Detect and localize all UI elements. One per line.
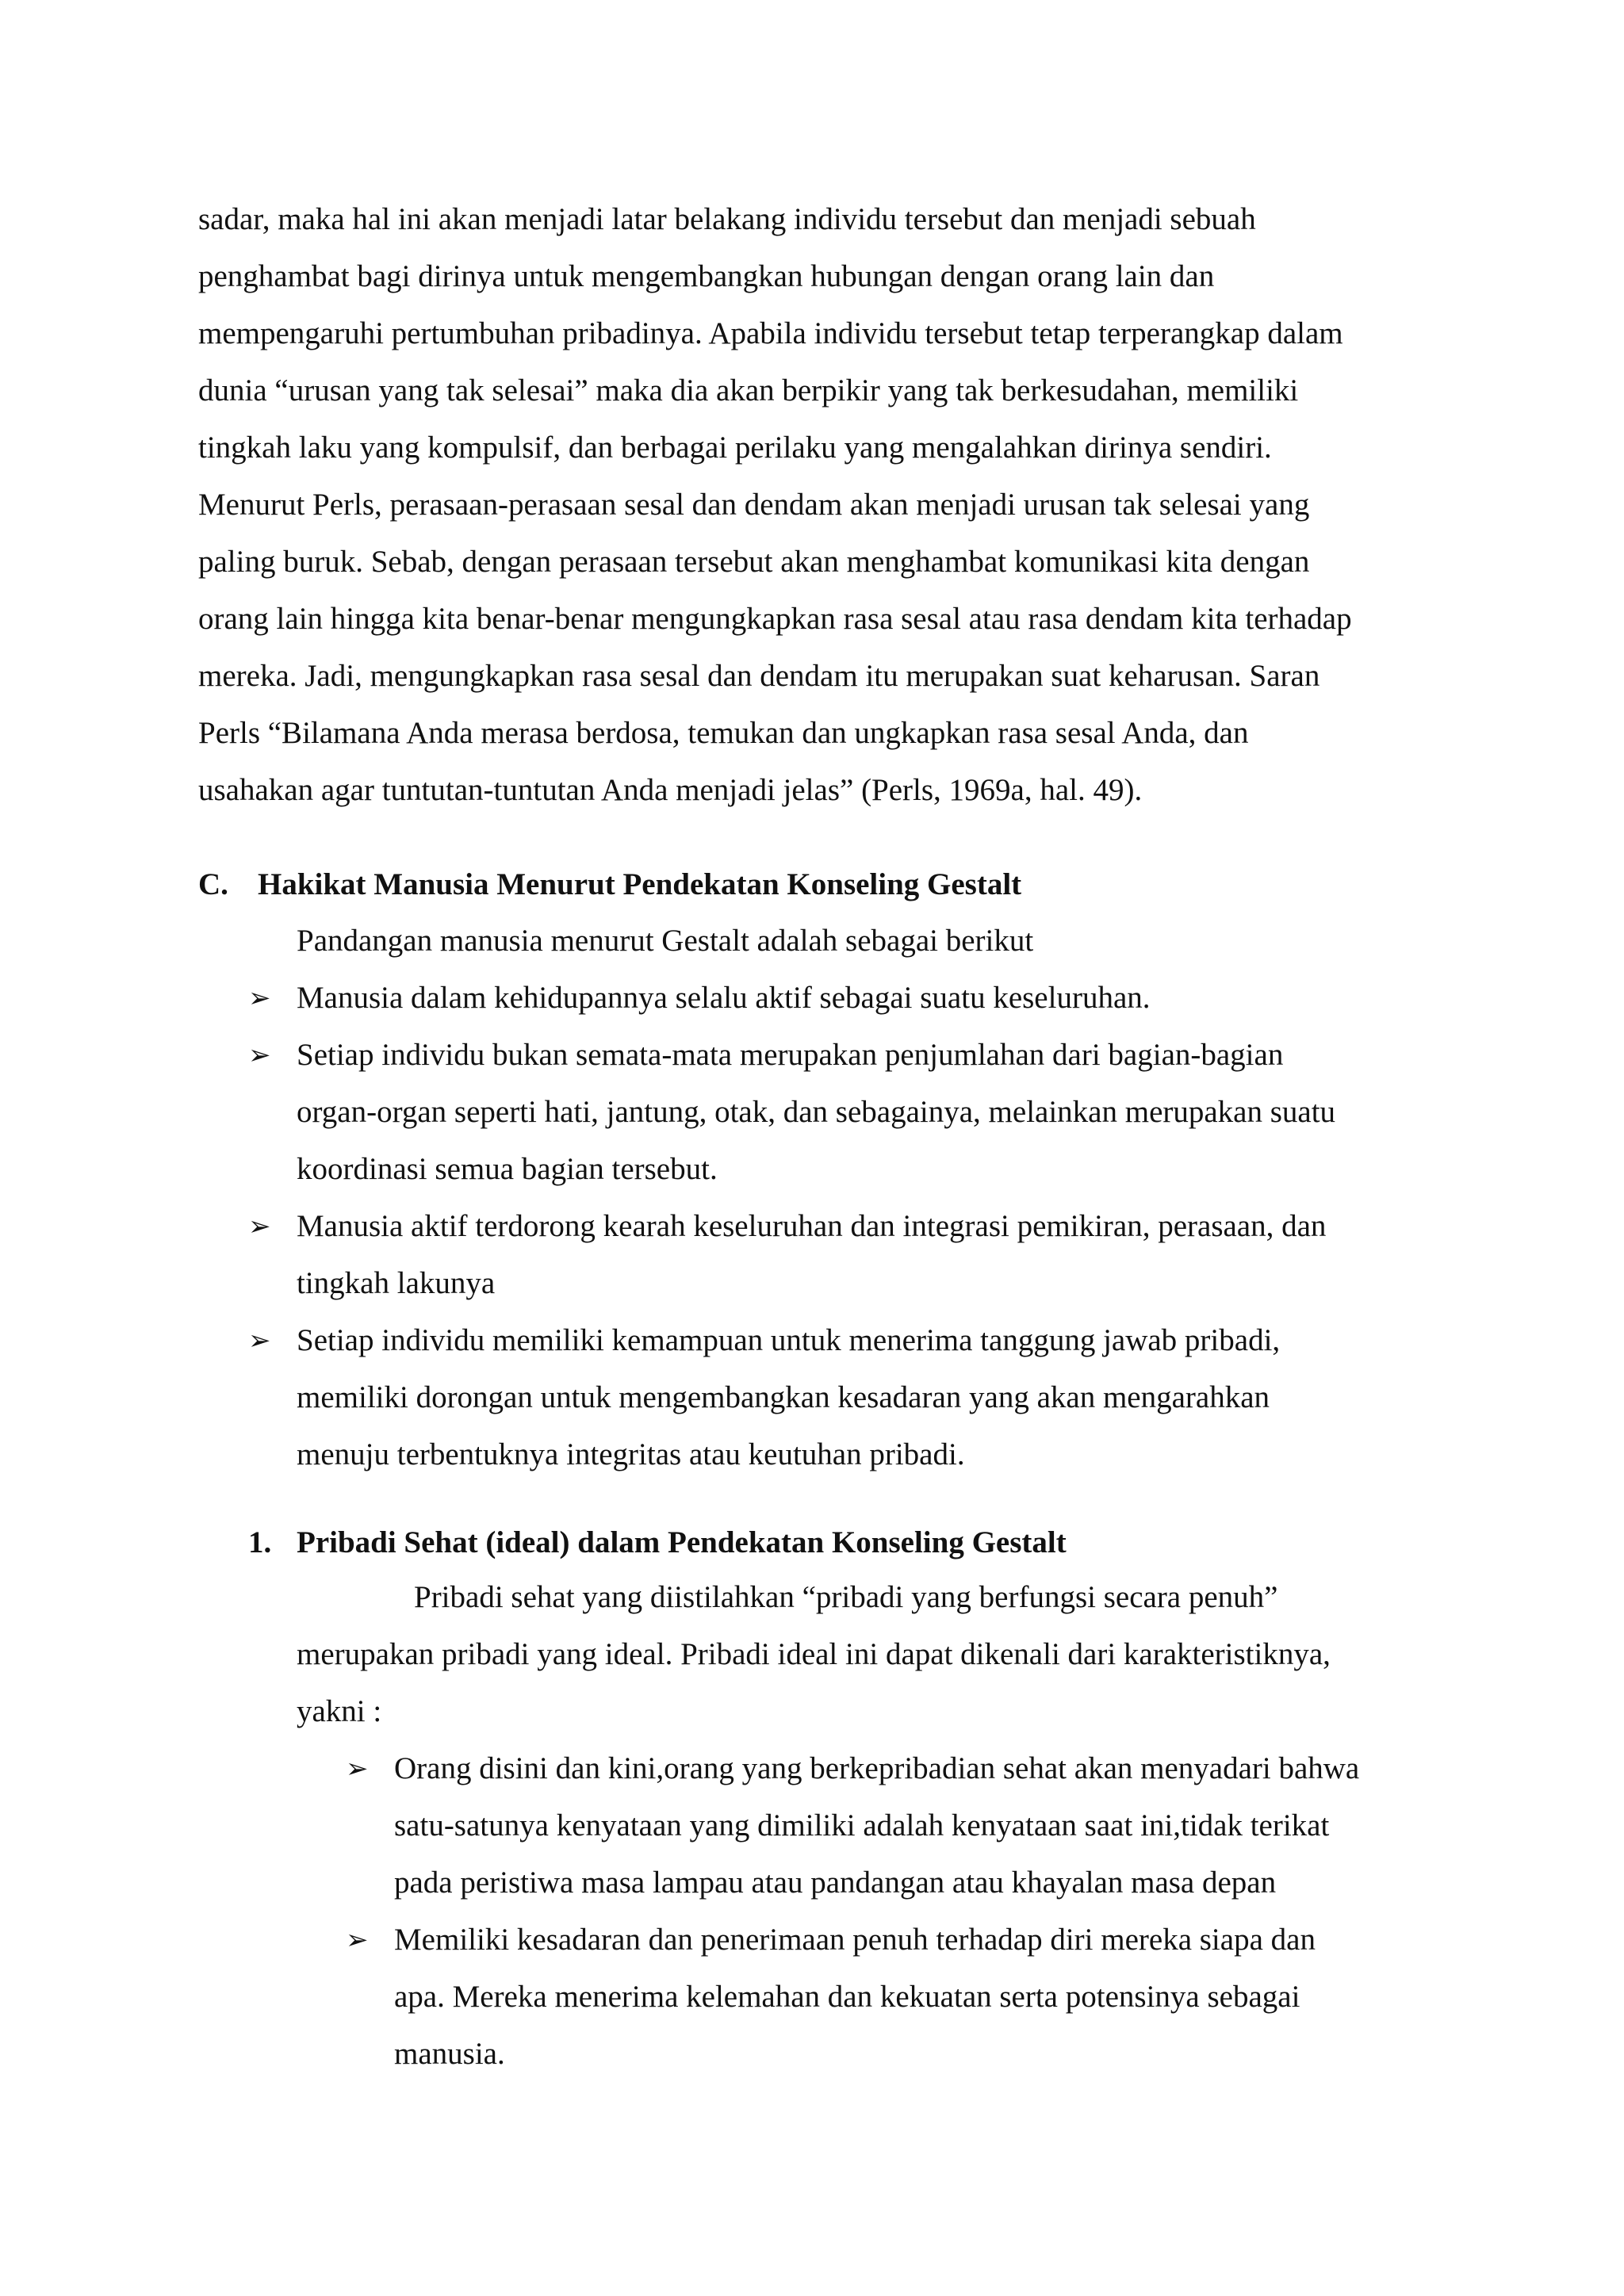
- text-line: Pribadi sehat yang diistilahkan “pribadi yang berfungsi secara penuh”: [414, 1580, 1278, 1614]
- text-line: mempengaruhi pertumbuhan pribadinya. Apabila individu tersebut tetap terperangkap dalam: [198, 316, 1343, 350]
- text-line: usahakan agar tuntutan-tuntutan Anda menjadi jelas” (Perls, 1969a, hal. 49).: [198, 773, 1143, 807]
- list-item-line: organ-organ seperti hati, jantung, otak, dan sebagainya, melainkan merupakan suatu: [297, 1095, 1336, 1129]
- arrow-bullet-icon: ➢: [346, 1753, 369, 1785]
- text-line: tingkah laku yang kompulsif, dan berbagai perilaku yang mengalahkan dirinya sendiri.: [198, 430, 1272, 465]
- list-item-line: Orang disini dan kini,orang yang berkepribadian sehat akan menyadari bahwa: [394, 1751, 1360, 1785]
- text-line: dunia “urusan yang tak selesai” maka dia akan berpikir yang tak berkesudahan, memiliki: [198, 373, 1299, 408]
- list-item-line: pada peristiwa masa lampau atau pandangan atau khayalan masa depan: [394, 1866, 1277, 1900]
- text-line: Menurut Perls, perasaan-perasaan sesal dan dendam akan menjadi urusan tak selesai yang: [198, 488, 1310, 522]
- arrow-bullet-icon: ➢: [346, 1924, 369, 1956]
- text-line: sadar, maka hal ini akan menjadi latar belakang individu tersebut dan menjadi sebuah: [198, 202, 1256, 236]
- text-line: mereka. Jadi, mengungkapkan rasa sesal dan dendam itu merupakan suat keharusan. Saran: [198, 659, 1320, 693]
- list-item-line: apa. Mereka menerima kelemahan dan kekuatan serta potensinya sebagai: [394, 1980, 1300, 2014]
- list-item-line: manusia.: [394, 2037, 505, 2071]
- text-line: merupakan pribadi yang ideal. Pribadi ideal ini dapat dikenali dari karakteristiknya,: [297, 1637, 1331, 1671]
- section-c-title: Hakikat Manusia Menurut Pendekatan Konseling Gestalt: [258, 867, 1022, 901]
- arrow-bullet-icon: ➢: [248, 1325, 271, 1357]
- list-item-line: Setiap individu bukan semata-mata merupakan penjumlahan dari bagian-bagian: [297, 1038, 1284, 1072]
- section-1-title: Pribadi Sehat (ideal) dalam Pendekatan Konseling Gestalt: [297, 1525, 1067, 1559]
- list-item-line: Manusia aktif terdorong kearah keseluruhan dan integrasi pemikiran, perasaan, dan: [297, 1209, 1327, 1243]
- section-c-intro: Pandangan manusia menurut Gestalt adalah sebagai berikut: [297, 924, 1034, 958]
- list-item-line: Setiap individu memiliki kemampuan untuk menerima tanggung jawab pribadi,: [297, 1323, 1281, 1357]
- section-c-letter: C.: [198, 867, 228, 901]
- arrow-bullet-icon: ➢: [248, 982, 271, 1014]
- arrow-bullet-icon: ➢: [248, 1211, 271, 1242]
- text-line: paling buruk. Sebab, dengan perasaan tersebut akan menghambat komunikasi kita dengan: [198, 545, 1310, 579]
- text-line: orang lain hingga kita benar-benar mengungkapkan rasa sesal atau rasa dendam kita terhadap: [198, 602, 1352, 636]
- text-line: penghambat bagi dirinya untuk mengembangkan hubungan dengan orang lain dan: [198, 259, 1215, 293]
- arrow-bullet-icon: ➢: [248, 1039, 271, 1071]
- list-item-line: satu-satunya kenyataan yang dimiliki adalah kenyataan saat ini,tidak terikat: [394, 1808, 1330, 1843]
- list-item-line: menuju terbentuknya integritas atau keutuhan pribadi.: [297, 1437, 965, 1471]
- list-item-line: koordinasi semua bagian tersebut.: [297, 1152, 718, 1186]
- text-line: Perls “Bilamana Anda merasa berdosa, temukan dan ungkapkan rasa sesal Anda, dan: [198, 716, 1249, 750]
- text-line: yakni :: [297, 1694, 382, 1728]
- list-item-line: memiliki dorongan untuk mengembangkan kesadaran yang akan mengarahkan: [297, 1380, 1270, 1414]
- list-item-line: Manusia dalam kehidupannya selalu aktif sebagai suatu keseluruhan.: [297, 981, 1151, 1015]
- list-item-line: Memiliki kesadaran dan penerimaan penuh terhadap diri mereka siapa dan: [394, 1923, 1316, 1957]
- section-1-number: 1.: [248, 1525, 272, 1559]
- list-item-line: tingkah lakunya: [297, 1266, 496, 1300]
